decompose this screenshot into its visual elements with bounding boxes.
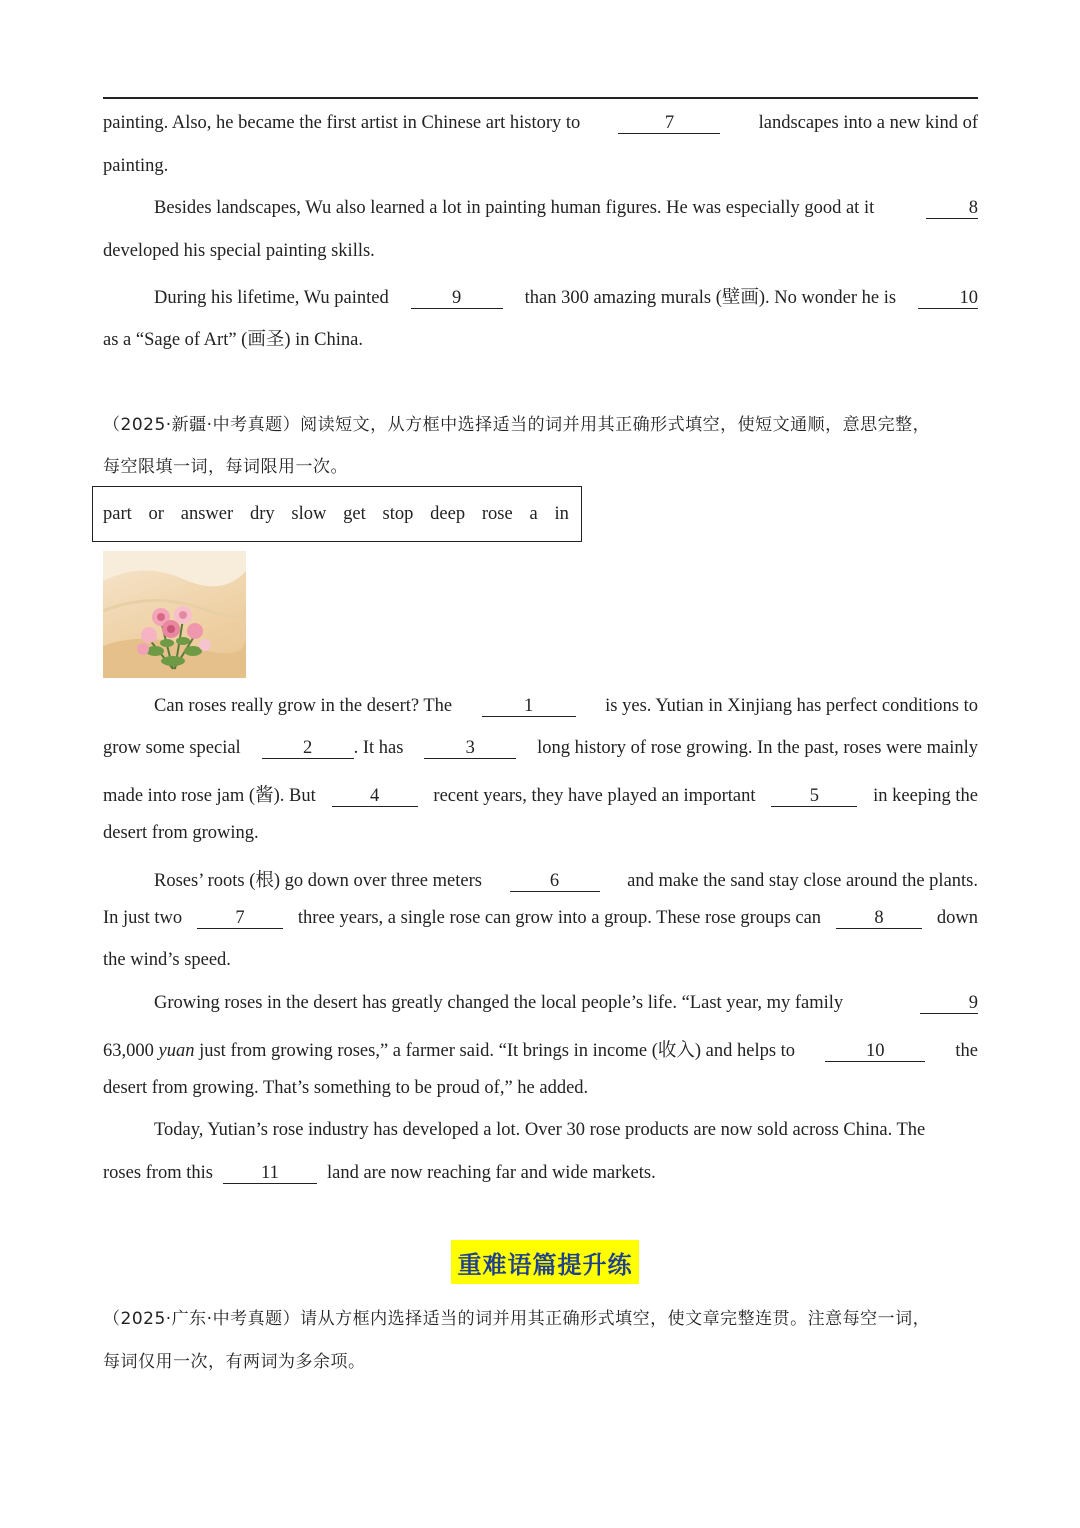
text: 每词仅用一次，有两词为多余项。 (103, 1352, 366, 1372)
text: as a “Sage of Art” (画圣) in China. (103, 330, 363, 350)
blank-11[interactable]: 11 (223, 1164, 317, 1184)
text: （2025·广东·中考真题）请从方框内选择适当的词并用其正确形式填空，使文章完整连贯。注意每空一词， (103, 1309, 931, 1329)
text: In just two (103, 908, 183, 928)
word: dry (249, 503, 275, 524)
blank-3[interactable]: 3 (424, 739, 516, 759)
word-box (92, 486, 582, 542)
passage-b-p1-l2 (103, 738, 978, 759)
text: land are now reaching far and wide markets. (326, 1163, 656, 1183)
text: desert from growing. (103, 823, 259, 843)
passage-b-p2-l2 (103, 908, 978, 929)
text: made into rose jam (酱). But (103, 786, 316, 806)
text: 每空限填一词，每词限用一次。 (103, 457, 348, 477)
text: grow some special (103, 738, 241, 758)
passage-a-line-2 (103, 156, 978, 177)
blank-9[interactable]: 9 (920, 994, 978, 1014)
text: in keeping the (873, 786, 978, 806)
q3-instruction-2 (103, 1347, 978, 1372)
blank-8[interactable]: 8 (836, 909, 922, 929)
word: rose (481, 503, 513, 524)
text: Besides landscapes, Wu also learned a lot in painting human figures. He was especially good at it (154, 198, 875, 218)
word: get (343, 503, 366, 524)
text: is yes. Yutian in Xinjiang has perfect conditions to (605, 696, 978, 716)
blank-7[interactable]: 7 (618, 114, 720, 134)
text: and make the sand stay close around the plants. (627, 871, 978, 891)
passage-b-p2-l1 (154, 866, 978, 892)
rose-bush-illustration (103, 551, 246, 678)
blank-2[interactable]: 2 (262, 739, 354, 759)
top-rule (103, 97, 978, 99)
blank-4[interactable]: 4 (332, 787, 418, 807)
passage-b-p1-l1 (154, 696, 978, 717)
text: （2025·新疆·中考真题）阅读短文，从方框中选择适当的词并用其正确形式填空，使短文通顺，意思完整， (103, 415, 931, 435)
text (103, 1036, 795, 1062)
blank-6[interactable]: 6 (510, 872, 600, 892)
section-heading: 重难语篇提升练 (451, 1240, 639, 1284)
text: Today, Yutian’s rose industry has developed a lot. Over 30 rose products are now sold across China. The (154, 1120, 926, 1140)
text: recent years, they have played an important (433, 786, 756, 806)
passage-a-line-4 (103, 241, 978, 262)
text: the (955, 1041, 978, 1061)
passage-b-p3-l1 (154, 993, 978, 1014)
word: slow (291, 503, 327, 524)
text: Roses’ roots (根) go down over three meters (154, 871, 482, 891)
passage-a-line-1 (103, 113, 978, 134)
q3-instruction-1 (103, 1304, 978, 1329)
text: Growing roses in the desert has greatly changed the local people’s life. “Last year, my family (154, 993, 844, 1013)
blank-7[interactable]: 7 (197, 909, 283, 929)
blank-5[interactable]: 5 (771, 787, 857, 807)
text: Can roses really grow in the desert? The (154, 696, 453, 716)
passage-a-line-5 (154, 283, 978, 309)
word: answer (180, 503, 234, 524)
text: . It has (353, 738, 404, 758)
blank-8[interactable]: 8 (926, 199, 978, 219)
passage-b-p4-l2 (103, 1163, 978, 1184)
q2-instruction-1 (103, 410, 978, 435)
word: a (529, 503, 538, 524)
blank-10[interactable]: 10 (825, 1042, 925, 1062)
text: long history of rose growing. In the past, roses were mainly (537, 738, 978, 758)
text: the wind’s speed. (103, 950, 231, 970)
word: part (103, 503, 132, 524)
passage-b-p3-l3 (103, 1078, 978, 1099)
blank-10[interactable]: 10 (918, 289, 978, 309)
text: desert from growing. That’s something to be proud of,” he added. (103, 1078, 589, 1098)
text: painting. Also, he became the first artist in Chinese art history to (103, 113, 581, 133)
text: roses from this (103, 1163, 213, 1183)
word: or (148, 503, 164, 524)
blank-1[interactable]: 1 (482, 697, 576, 717)
text: developed his special painting skills. (103, 241, 375, 261)
word: in (554, 503, 569, 524)
text: just from growing roses,” a farmer said. “It brings in income (收入) and helps to (199, 1041, 796, 1061)
text: down (936, 908, 978, 928)
desert-rose-image (103, 551, 246, 678)
text: painting. (103, 156, 169, 176)
text: than 300 amazing murals (壁画). No wonder he is (524, 288, 897, 308)
q2-instruction-2 (103, 452, 978, 477)
italic-word: yuan (158, 1041, 195, 1061)
passage-b-p3-l2 (103, 1036, 978, 1062)
passage-a-line-3 (154, 198, 978, 219)
text: During his lifetime, Wu painted (154, 288, 389, 308)
passage-b-p2-l3 (103, 950, 978, 971)
text: 63,000 (103, 1041, 154, 1061)
blank-group (262, 738, 404, 759)
text: landscapes into a new kind of (758, 113, 978, 133)
passage-b-p1-l4 (103, 823, 978, 844)
passage-b-p4-l1 (154, 1120, 978, 1141)
word: stop (382, 503, 414, 524)
blank-9[interactable]: 9 (411, 289, 503, 309)
text: three years, a single rose can grow into a group. These rose groups can (297, 908, 822, 928)
word: deep (430, 503, 466, 524)
passage-b-p1-l3 (103, 781, 978, 807)
passage-a-line-6 (103, 325, 978, 351)
